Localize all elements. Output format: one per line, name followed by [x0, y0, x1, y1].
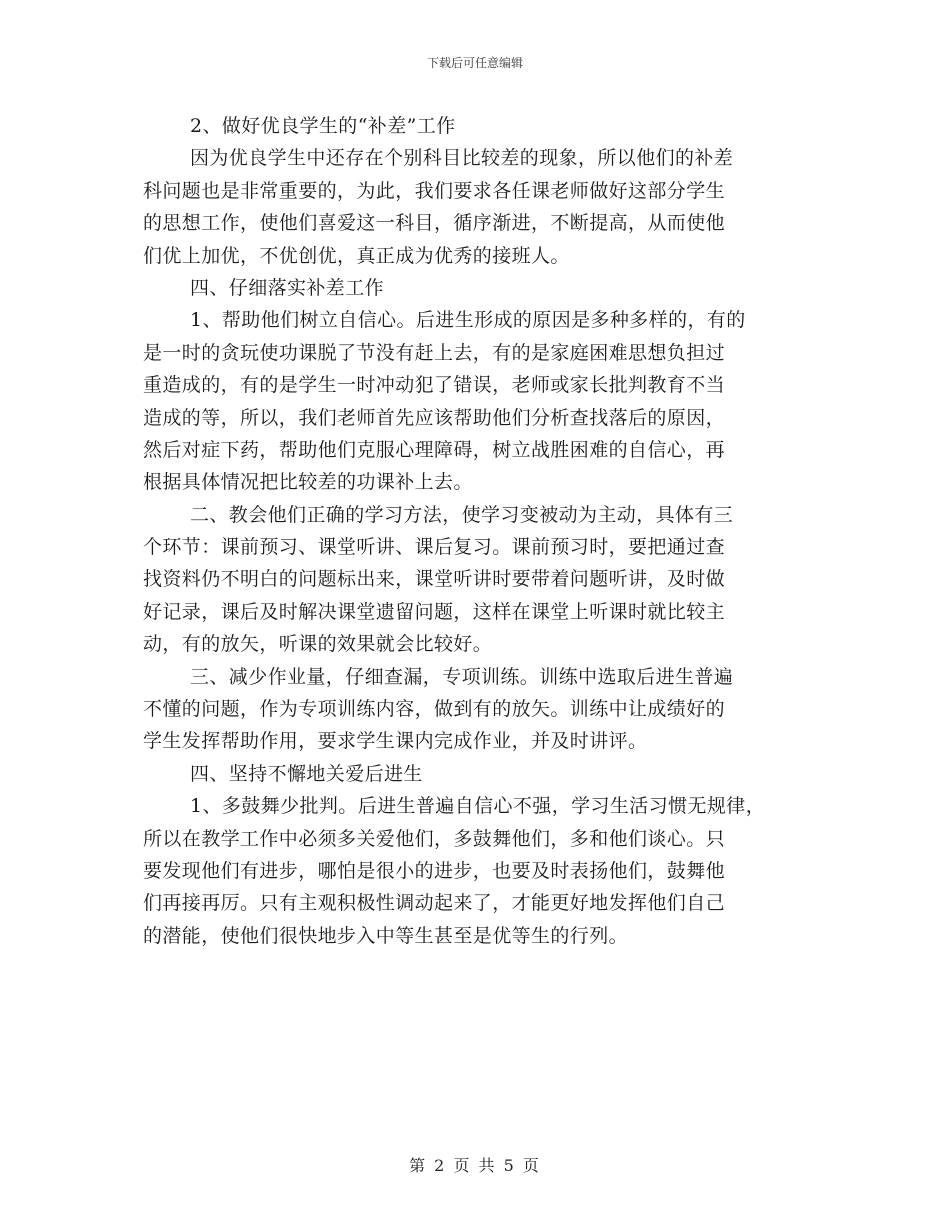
- text-line: 动，有的放矢，听课的效果就会比较好。: [143, 633, 493, 656]
- text-line: 科问题也是非常重要的，为此，我们要求各任课老师做好这部分学生: [143, 179, 726, 202]
- text-line: 要发现他们有进步，哪怕是很小的进步，也要及时表扬他们，鼓舞他: [143, 859, 726, 882]
- text-line: 1、多鼓舞少批判。后进生普遍自信心不强，学习生活习惯无规律，: [190, 795, 766, 818]
- text-line: 们再接再厉。只有主观积极性调动起来了，才能更好地发挥他们自己: [143, 892, 726, 915]
- text-line: 造成的等，所以，我们老师首先应该帮助他们分析查找落后的原因，: [143, 406, 726, 429]
- text-line: 二、教会他们正确的学习方法，使学习变被动为主动，具体有三: [190, 503, 734, 526]
- text-line: 的潜能，使他们很快地步入中等生甚至是优等生的行列。: [143, 924, 629, 947]
- text-line: 不懂的问题，作为专项训练内容，做到有的放矢。训练中让成绩好的: [143, 698, 726, 721]
- text-line: 根据具体情况把比较差的功课补上去。: [143, 471, 473, 494]
- page-number: 第 2 页 共 5 页: [409, 1156, 541, 1175]
- text-line: 1、帮助他们树立自信心。后进生形成的原因是多种多样的，有的: [190, 309, 746, 332]
- text-line: 四、坚持不懈地关爱后进生: [190, 762, 423, 785]
- text-line: 找资料仍不明白的问题标出来，课堂听讲时要带着问题听讲，及时做: [143, 568, 726, 591]
- document-body: [143, 110, 823, 952]
- text-line: 2、做好优良学生的“补差”工作: [190, 115, 456, 137]
- text-line: 所以在教学工作中必须多关爱他们，多鼓舞他们，多和他们谈心。只: [143, 827, 726, 850]
- text-line: 因为优良学生中还存在个别科目比较差的现象，所以他们的补差: [190, 147, 734, 170]
- text-line: 们优上加优，不优创优，真正成为优秀的接班人。: [143, 244, 570, 267]
- text-line: 是一时的贪玩使功课脱了节没有赶上去，有的是家庭困难思想负担过: [143, 341, 726, 364]
- text-line: 四、仔细落实补差工作: [190, 276, 385, 299]
- text-line: 个环节：课前预习、课堂听讲、课后复习。课前预习时，要把通过查: [143, 536, 726, 559]
- text-line: 重造成的，有的是学生一时冲动犯了错误，老师或家长批判教育不当: [143, 374, 726, 397]
- header-note: 下载后可任意编辑: [426, 56, 523, 70]
- text-line: 三、减少作业量，仔细查漏，专项训练。训练中选取后进生普遍: [190, 665, 734, 688]
- text-line: 好记录，课后及时解决课堂遗留问题，这样在课堂上听课时就比较主: [143, 600, 726, 623]
- text-line: 然后对症下药，帮助他们克服心理障碍，树立战胜困难的自信心，再: [143, 438, 726, 461]
- text-line: 学生发挥帮助作用，要求学生课内完成作业，并及时讲评。: [143, 730, 648, 753]
- text-line: 的思想工作，使他们喜爱这一科目，循序渐进，不断提高，从而使他: [143, 212, 726, 235]
